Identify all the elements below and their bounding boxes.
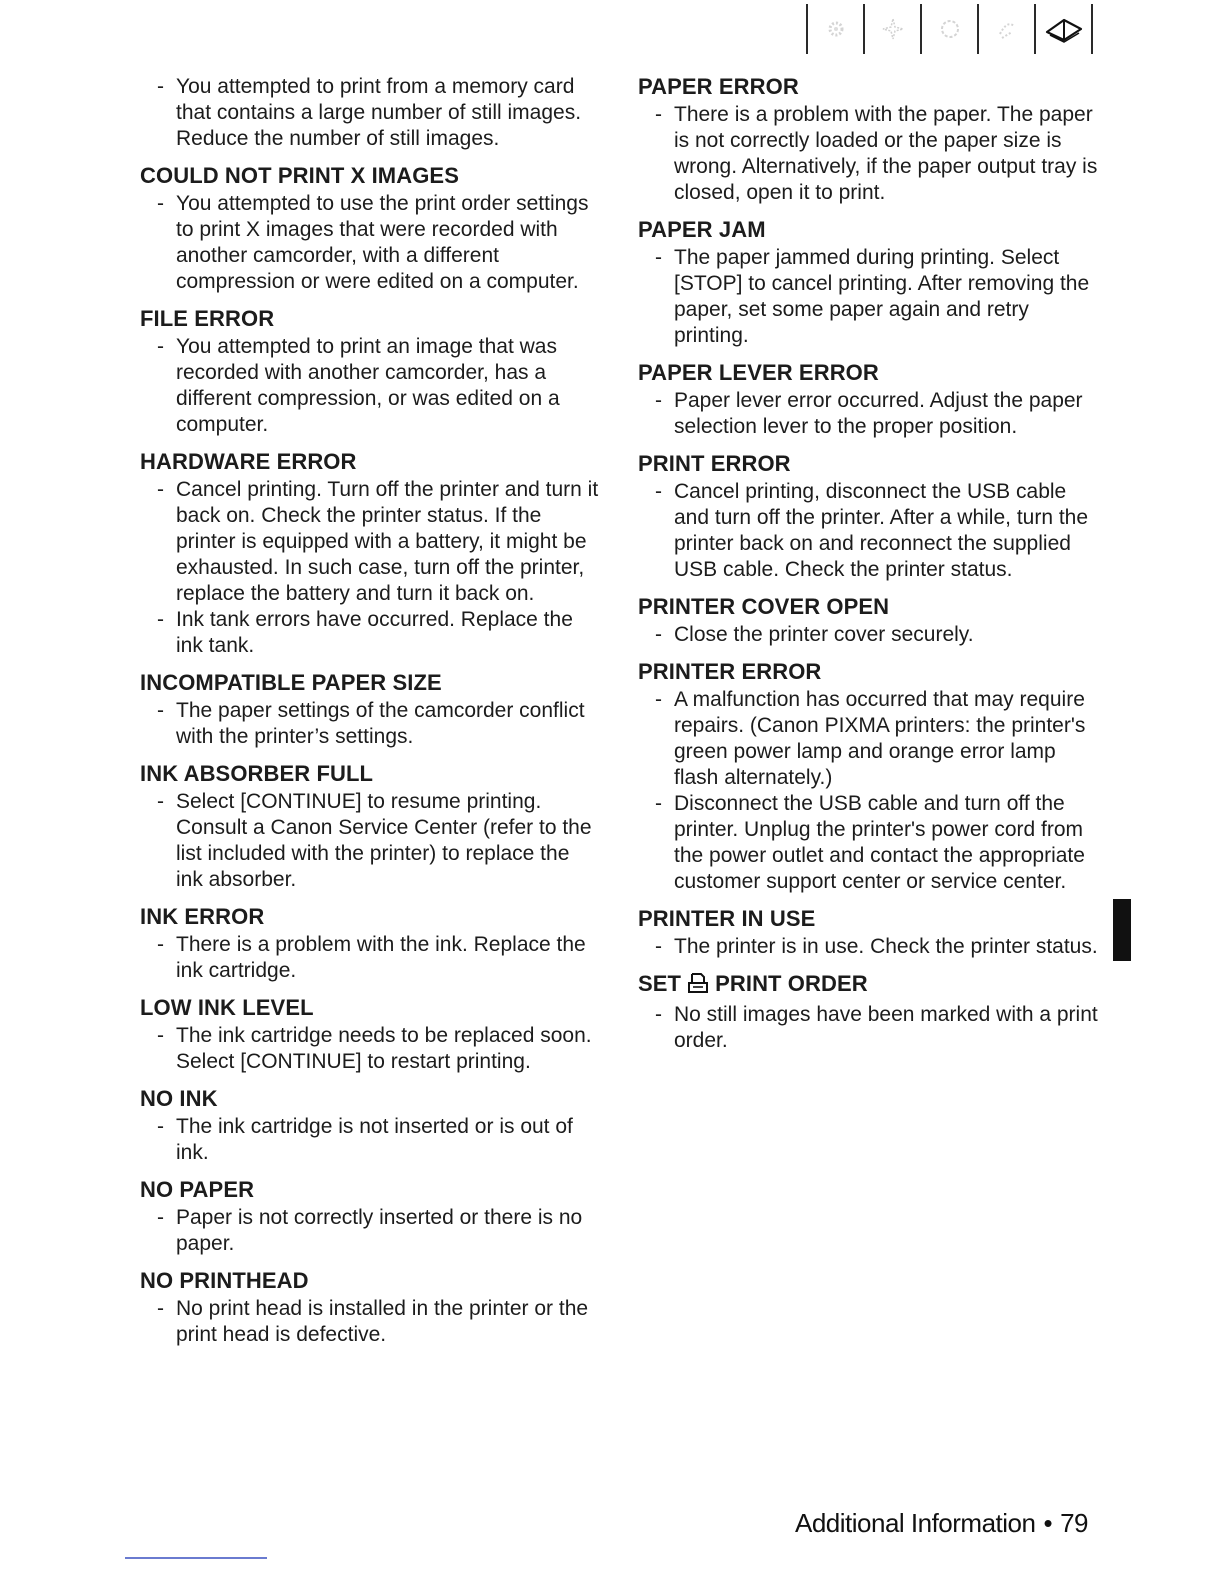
entry-hardware-error [140, 449, 600, 659]
entry-item: - The paper jammed during printing. Select [STOP] to cancel printing. After removing the paper, set some paper again and retry printing. [638, 245, 1098, 349]
sparkle-icon [863, 4, 920, 54]
entry-item: - Ink tank errors have occurred. Replace the ink tank. [140, 607, 600, 659]
entry-printer-in-use [638, 906, 1098, 960]
entry-item: - Paper lever error occurred. Adjust the paper selection lever to the proper position. [638, 388, 1098, 440]
bottom-rule [125, 1557, 267, 1559]
entry-item: - Paper is not correctly inserted or there is no paper. [140, 1205, 600, 1257]
transfer-icon [977, 4, 1034, 54]
entry-title: PRINTER COVER OPEN [638, 594, 890, 619]
entry-title: PAPER JAM [638, 217, 766, 242]
settings-icon [920, 4, 977, 54]
entry-title: NO INK [140, 1086, 218, 1111]
gear-icon [806, 4, 863, 54]
entry-title: PRINTER IN USE [638, 906, 816, 931]
entry-printer-error [638, 659, 1098, 895]
entry-title: HARDWARE ERROR [140, 449, 357, 474]
entry-item: - Cancel printing, disconnect the USB cable and turn off the printer. After a while, turn the printer back on and reconnect the supplied USB cable. Check the printer status. [638, 479, 1098, 583]
entry-no-printhead [140, 1268, 600, 1348]
entry-item: - The printer is in use. Check the printer status. [638, 934, 1098, 960]
entry-paper-lever-error [638, 360, 1098, 440]
entry-title: FILE ERROR [140, 306, 275, 331]
entry-item: - Disconnect the USB cable and turn off the printer. Unplug the printer's power cord from the power outlet and contact the appropriate customer support center or service center. [638, 791, 1098, 895]
entry-item: - The ink cartridge needs to be replaced soon. Select [CONTINUE] to restart printing. [140, 1023, 600, 1075]
entry-title: PRINT ERROR [638, 451, 791, 476]
intro-entry [140, 74, 600, 152]
entry-item: - Cancel printing. Turn off the printer and turn it back on. Check the printer status. If the printer is equipped with a battery, it might be exhausted. In such case, turn off the printer, replace the battery and turn it back on. [140, 477, 600, 607]
printer-icon [687, 972, 709, 1000]
entry-paper-jam [638, 217, 1098, 349]
entry-item: - The paper settings of the camcorder conflict with the printer’s settings. [140, 698, 600, 750]
entry-item: - No still images have been marked with a print order. [638, 1002, 1098, 1054]
entry-item: - There is a problem with the ink. Replace the ink cartridge. [140, 932, 600, 984]
entry-title: INK ABSORBER FULL [140, 761, 374, 786]
entry-low-ink-level [140, 995, 600, 1075]
entry-no-paper [140, 1177, 600, 1257]
entry-title: INK ERROR [140, 904, 265, 929]
page-footer [795, 1508, 1088, 1539]
title-suffix: PRINT ORDER [715, 971, 868, 996]
entry-item: - A malfunction has occurred that may require repairs. (Canon PIXMA printers: the printer's green power lamp and orange error lamp flash alternately.) [638, 687, 1098, 791]
entry-item: - No print head is installed in the printer or the print head is defective. [140, 1296, 600, 1348]
entry-ink-absorber-full [140, 761, 600, 893]
entry-title: PAPER LEVER ERROR [638, 360, 879, 385]
entry-title: NO PRINTHEAD [140, 1268, 309, 1293]
entry-no-ink [140, 1086, 600, 1166]
entry-item: - You attempted to use the print order settings to print X images that were recorded with another camcorder, with a different compression or were edited on a computer. [140, 191, 600, 295]
entry-printer-cover-open [638, 594, 1098, 648]
entry-item: - You attempted to print an image that was recorded with another camcorder, has a different compression, or was edited on a computer. [140, 334, 600, 438]
entry-ink-error [140, 904, 600, 984]
page-number: 79 [1060, 1508, 1088, 1538]
entry-set-print-order [638, 971, 1098, 1054]
section-icon-bar [806, 4, 1093, 54]
entry-title: NO PAPER [140, 1177, 255, 1202]
entry-title: PAPER ERROR [638, 74, 799, 99]
entry-item: - You attempted to print from a memory card that contains a large number of still images. Reduce the number of still images. [140, 74, 600, 152]
entry-file-error [140, 306, 600, 438]
entry-paper-error [638, 74, 1098, 206]
left-column [140, 74, 600, 1359]
entry-item: - The ink cartridge is not inserted or is out of ink. [140, 1114, 600, 1166]
entry-print-error [638, 451, 1098, 583]
title-prefix: SET [638, 971, 682, 996]
entry-incompatible-paper-size [140, 670, 600, 750]
entry-could-not-print [140, 163, 600, 295]
entry-item: - Select [CONTINUE] to resume printing. Consult a Canon Service Center (refer to the list included with the printer) to replace the ink absorber. [140, 789, 600, 893]
entry-item: - Close the printer cover securely. [638, 622, 1098, 648]
entry-title: PRINTER ERROR [638, 659, 822, 684]
book-icon [1034, 4, 1093, 54]
right-column [638, 74, 1098, 1065]
entry-title: INCOMPATIBLE PAPER SIZE [140, 670, 442, 695]
footer-bullet: • [1043, 1508, 1053, 1538]
entry-title [638, 971, 1098, 1000]
footer-section-name: Additional Information [794, 1508, 1036, 1538]
entry-title: COULD NOT PRINT X IMAGES [140, 163, 459, 188]
entry-title: LOW INK LEVEL [140, 995, 314, 1020]
chapter-thumb-tab [1113, 899, 1131, 961]
entry-item: - There is a problem with the paper. The paper is not correctly loaded or the paper size is wrong. Alternatively, if the paper output tray is closed, open it to print. [638, 102, 1098, 206]
